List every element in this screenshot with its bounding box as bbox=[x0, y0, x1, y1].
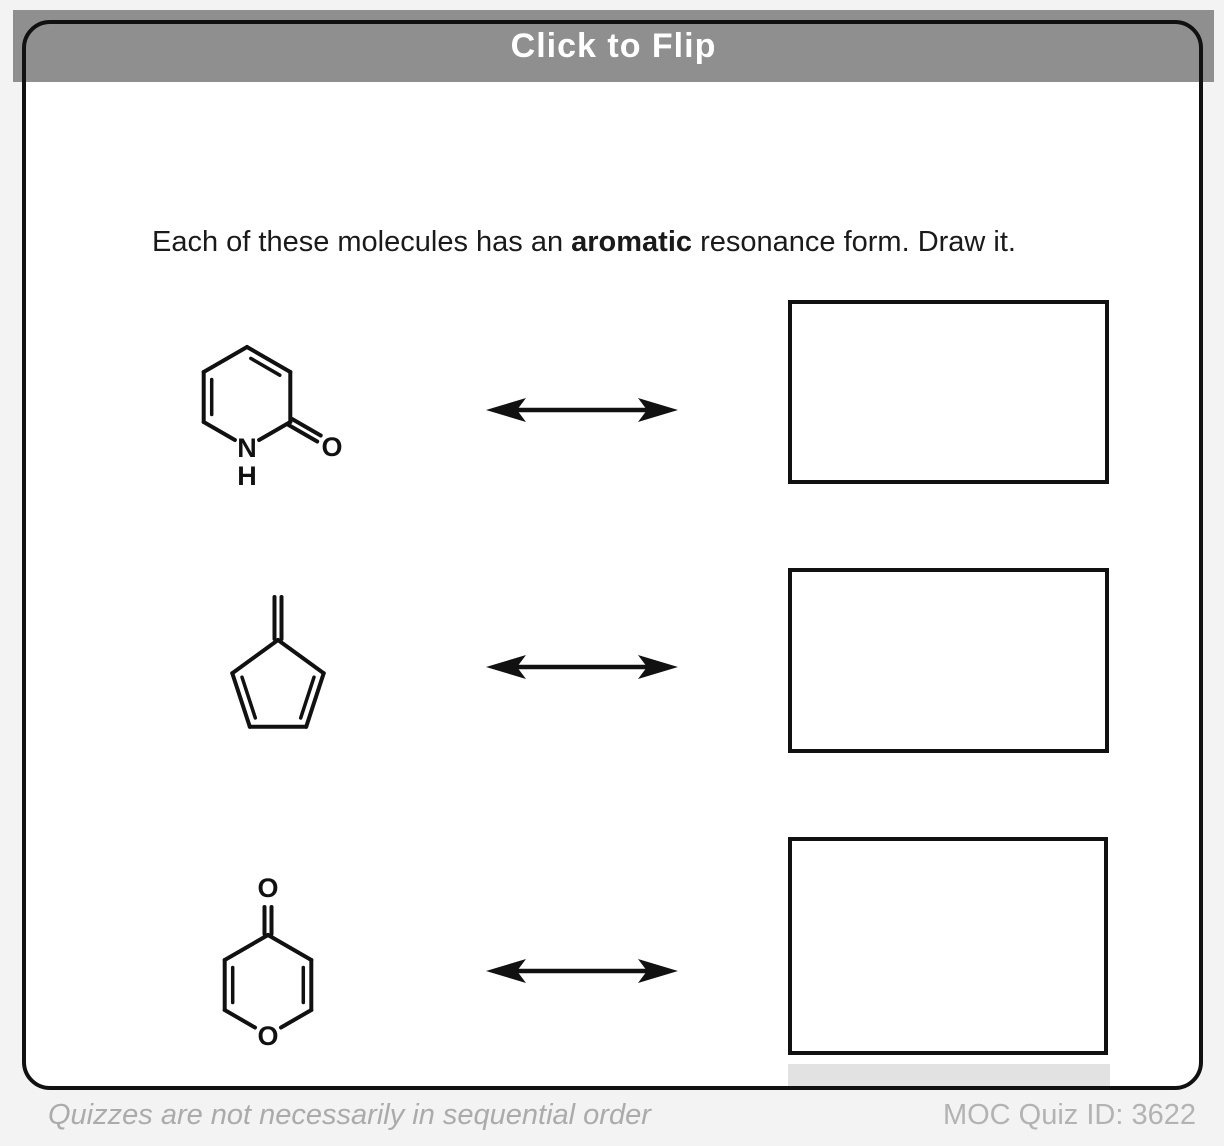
molecule-pyranone bbox=[198, 865, 338, 1060]
footer-quiz-id: MOC Quiz ID: 3622 bbox=[942, 1099, 1196, 1131]
resonance-arrow-3 bbox=[482, 953, 682, 989]
fulvene-ring-bonds bbox=[232, 640, 323, 727]
pyridone-ring-bonds bbox=[204, 347, 291, 440]
atom-label-oxygen: O bbox=[321, 432, 343, 462]
instruction-suffix: resonance form. Draw it. bbox=[692, 226, 1016, 258]
pyranone-ring-bonds bbox=[225, 935, 312, 1028]
atom-label-hydrogen: H bbox=[237, 461, 257, 491]
instruction-text bbox=[152, 226, 1132, 259]
pyridone-carbonyl-bond bbox=[289, 419, 321, 442]
answer-box-1 bbox=[788, 300, 1109, 484]
click-to-flip-bar[interactable] bbox=[13, 10, 1214, 82]
header-title: Click to Flip bbox=[510, 26, 717, 65]
atom-label-carbonyl-oxygen: O bbox=[257, 873, 279, 903]
instruction-emphasis: aromatic bbox=[571, 226, 693, 258]
molecule-fulvene bbox=[210, 585, 350, 740]
molecule-2-pyridone bbox=[180, 330, 360, 495]
atom-label-nitrogen: N bbox=[237, 433, 257, 463]
answer-box-3 bbox=[788, 837, 1108, 1055]
fulvene-exocyclic-double-bond bbox=[275, 597, 282, 639]
instruction-prefix: Each of these molecules has an bbox=[152, 226, 572, 258]
resonance-arrow-2 bbox=[482, 649, 682, 685]
pyranone-carbonyl-bond bbox=[265, 907, 272, 934]
atom-label-ring-oxygen: O bbox=[257, 1021, 279, 1051]
resonance-arrow-1 bbox=[482, 392, 682, 428]
answer-box-2 bbox=[788, 568, 1109, 753]
footer-note: Quizzes are not necessarily in sequential order bbox=[48, 1099, 651, 1131]
next-card-peek bbox=[788, 1064, 1110, 1087]
